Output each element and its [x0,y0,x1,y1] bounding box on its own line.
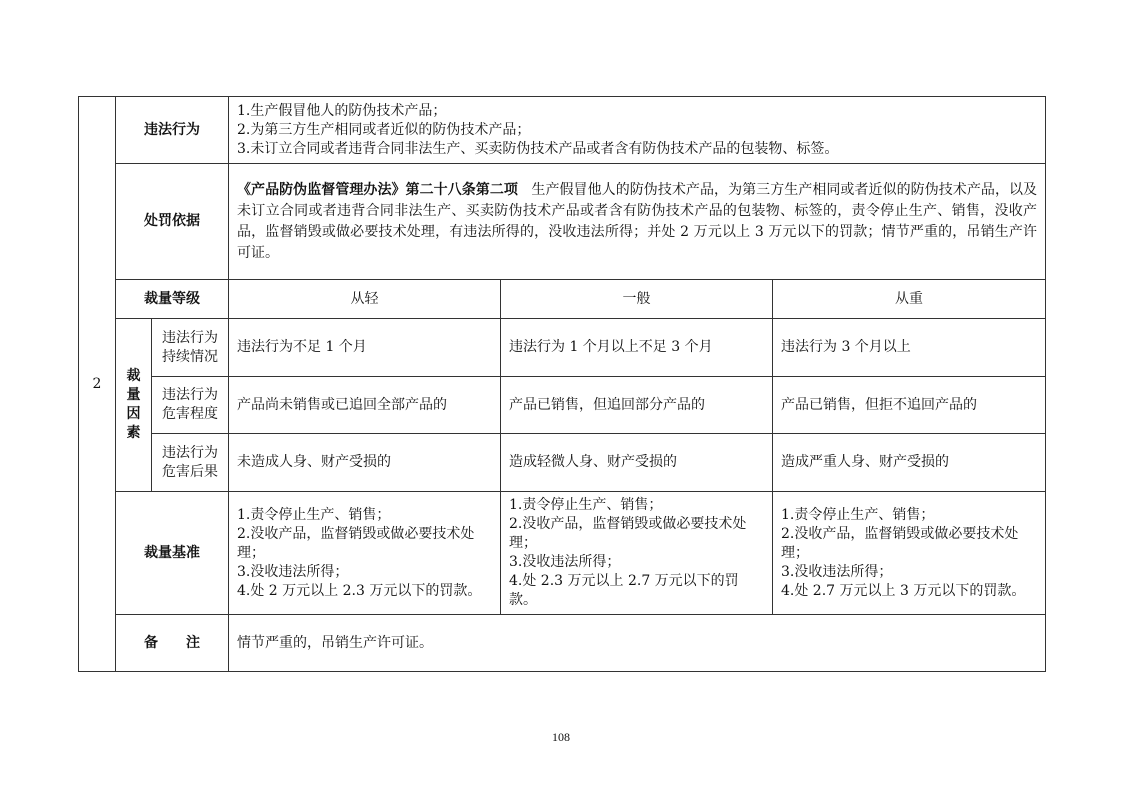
factor-name: 违法行为危害程度 [152,377,229,434]
standard-item: 3.没收违法所得； [509,554,621,570]
violation-item: 3.未订立合同或者违背合同非法生产、买卖防伪技术产品或者含有防伪技术产品的包装物、标签。 [237,140,839,157]
factor-general: 违法行为 1 个月以上不足 3 个月 [501,319,773,377]
page-number: 108 [552,730,570,744]
factor-name: 违法行为危害后果 [152,434,229,492]
row-number: 2 [79,97,116,672]
standard-general [501,492,773,615]
factor-heavy: 违法行为 3 个月以上 [773,319,1046,377]
basis-text: 生产假冒他人的防伪技术产品，为第三方生产相同或者近似的防伪技术产品，以及未订立合同或者违背合同非法生产、买卖防伪技术产品或者含有防伪技术产品的包装物、标签的，责令停止生产、销售，没收产品，监督销毁或做必要技术处理，有违法所得的，没收违法所得；并处 2 万元以上 3 万元以下的罚款；情节严重的，吊销生产许可证。 [237,181,1038,261]
level-general: 一般 [501,280,773,319]
basis-content [229,164,1046,280]
standard-item: 4.处 2 万元以上 2.3 万元以下的罚款。 [237,582,482,599]
factors-label-char: 裁 [126,368,141,384]
standard-heavy [773,492,1046,615]
factor-row [79,377,1046,434]
factor-name: 违法行为持续情况 [152,319,229,377]
remark-row [79,615,1046,672]
standard-row [79,492,1046,615]
standard-label: 裁量基准 [116,492,229,615]
standard-item: 3.没收违法所得； [781,563,893,580]
factor-general: 产品已销售，但追回部分产品的 [501,377,773,434]
violation-label: 违法行为 [116,97,229,164]
factor-heavy: 造成严重人身、财产受损的 [773,434,1046,492]
factors-label-char: 量 [126,387,141,403]
levels-row [79,280,1046,319]
factor-row [79,434,1046,492]
factors-label-char: 因 [126,406,141,422]
level-light: 从轻 [229,280,501,319]
basis-label: 处罚依据 [116,164,229,280]
standard-item: 3.没收违法所得； [237,563,349,580]
standard-item: 2.没收产品，监督销毁或做必要技术处理； [237,525,475,561]
factors-label-char: 素 [126,425,141,441]
standard-item: 1.责令停止生产、销售； [237,506,391,523]
standard-light [229,492,501,615]
standard-item: 2.没收产品，监督销毁或做必要技术处理； [781,525,1019,561]
standard-item: 4.处 2.3 万元以上 2.7 万元以下的罚款。 [509,573,739,608]
violation-content [229,97,1046,164]
standard-item: 1.责令停止生产、销售； [781,506,935,523]
remark-content: 情节严重的，吊销生产许可证。 [229,615,1046,672]
factors-label [116,319,152,492]
factor-light: 违法行为不足 1 个月 [229,319,501,377]
basis-row [79,164,1046,280]
standard-item: 2.没收产品，监督销毁或做必要技术处理； [509,516,747,551]
level-heavy: 从重 [773,280,1046,319]
standard-item: 1.责令停止生产、销售； [509,497,663,513]
factor-row [79,319,1046,377]
factor-light: 未造成人身、财产受损的 [229,434,501,492]
discretion-table [78,96,1046,672]
factor-heavy: 产品已销售，但拒不追回产品的 [773,377,1046,434]
standard-item: 4.处 2.7 万元以上 3 万元以下的罚款。 [781,582,1026,599]
factor-general: 造成轻微人身、财产受损的 [501,434,773,492]
levels-label: 裁量等级 [116,280,229,319]
remark-label: 备注 [116,615,229,672]
violation-row [79,97,1046,164]
factor-light: 产品尚未销售或已追回全部产品的 [229,377,501,434]
violation-item: 2.为第三方生产相同或者近似的防伪技术产品； [237,121,531,138]
basis-lead: 《产品防伪监督管理办法》第二十八条第二项 [237,181,518,198]
violation-item: 1.生产假冒他人的防伪技术产品； [237,102,447,119]
